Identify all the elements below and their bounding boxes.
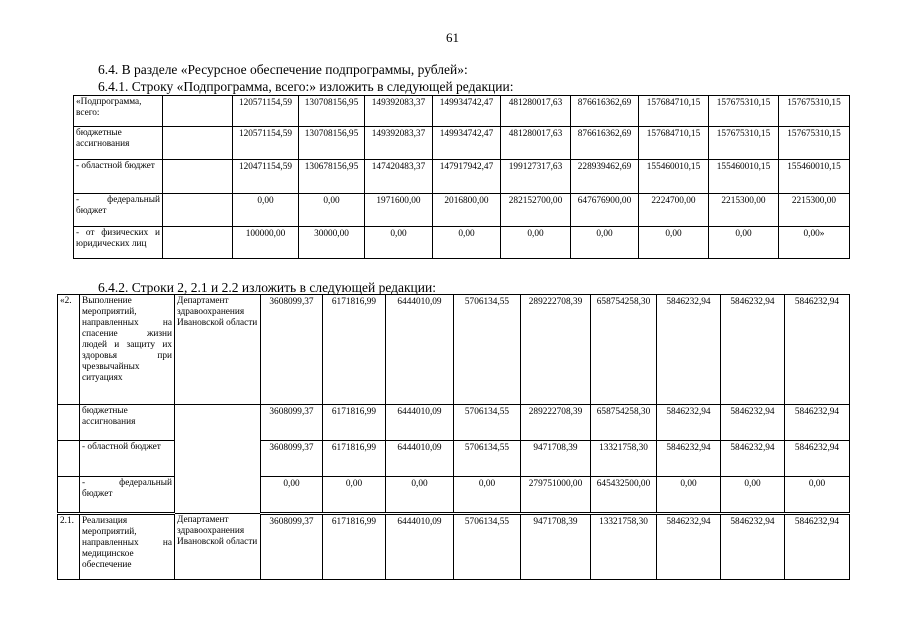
table-row [58,514,850,580]
value-cell: 0,00 [233,194,299,227]
row-blank-cell [163,160,233,194]
value-cell: 0,00 [571,227,639,259]
value-cell: 5846232,94 [721,295,785,405]
row-number [58,405,80,441]
value-cell: 5846232,94 [721,405,785,441]
row-label: бюджетные ассигнования [74,127,163,160]
value-cell: 228939462,69 [571,160,639,194]
value-cell: 645432500,00 [591,477,657,514]
value-cell: 130708156,95 [299,127,365,160]
value-cell: 149934742,47 [433,127,501,160]
value-cell: 120571154,59 [233,127,299,160]
value-cell: 0,00 [433,227,501,259]
executor-cell: Департамент здравоохранения Ивановской области [175,295,261,405]
value-cell: 0,00 [261,477,323,514]
value-cell: 3608099,37 [261,405,323,441]
value-cell: 157675310,15 [779,127,850,160]
value-cell: 147917942,47 [433,160,501,194]
row-label: - областной бюджет [74,160,163,194]
value-cell: 5846232,94 [657,405,721,441]
value-cell: 155460010,15 [779,160,850,194]
value-cell: 155460010,15 [709,160,779,194]
value-cell: 3608099,37 [261,295,323,405]
value-cell: 3608099,37 [261,441,323,477]
row-blank-cell [163,227,233,259]
value-cell: 6171816,99 [323,441,386,477]
value-cell: 5846232,94 [721,514,785,580]
value-cell: 157675310,15 [709,96,779,127]
value-cell: 157684710,15 [639,96,709,127]
value-cell: 13321758,30 [591,441,657,477]
row-number [58,441,80,477]
value-cell: 100000,00 [233,227,299,259]
row-label: «Подпрограмма, всего: [74,96,163,127]
value-cell: 5706134,55 [454,405,521,441]
value-cell: 2224700,00 [639,194,709,227]
section-heading: 6.4. В разделе «Ресурсное обеспечение подпрограммы, рублей»: [98,62,468,77]
value-cell: 5846232,94 [785,405,850,441]
executor-cell [175,405,261,514]
row-label: - от физических и юридических лиц [74,227,163,259]
value-cell: 2016800,00 [433,194,501,227]
table-row [74,96,850,127]
value-cell: 658754258,30 [591,405,657,441]
row-label: - федеральный бюджет [74,194,163,227]
table-row [74,160,850,194]
row-label: бюджетные ассигнования [80,405,175,441]
row-blank-cell [163,96,233,127]
subprogram-total-table [73,95,850,259]
value-cell: 6444010,09 [386,514,454,580]
table-row [58,405,850,441]
value-cell: 289222708,39 [521,405,591,441]
value-cell: 5846232,94 [785,441,850,477]
row-number: «2. [58,295,80,405]
value-cell: 157675310,15 [779,96,850,127]
value-cell: 30000,00 [299,227,365,259]
value-cell: 279751000,00 [521,477,591,514]
value-cell: 157684710,15 [639,127,709,160]
row-label: Выполнение мероприятий, направленных на спасение жизни людей и защиту их здоровья при чрезвычайных ситуациях [80,295,175,405]
row-blank-cell [163,194,233,227]
value-cell: 5706134,55 [454,295,521,405]
value-cell: 199127317,63 [501,160,571,194]
row-number [58,477,80,514]
value-cell: 2215300,00 [779,194,850,227]
value-cell: 0,00 [323,477,386,514]
value-cell: 147420483,37 [365,160,433,194]
value-cell: 481280017,63 [501,127,571,160]
value-cell: 6444010,09 [386,405,454,441]
value-cell: 5706134,55 [454,514,521,580]
value-cell: 120471154,59 [233,160,299,194]
value-cell: 5706134,55 [454,441,521,477]
rows-2-table [57,294,850,580]
value-cell: 149934742,47 [433,96,501,127]
value-cell: 9471708,39 [521,514,591,580]
row-blank-cell [163,127,233,160]
value-cell: 130678156,95 [299,160,365,194]
row-label: - областной бюджет [80,441,175,477]
value-cell: 0,00 [721,477,785,514]
value-cell: 0,00 [639,227,709,259]
table-row [74,194,850,227]
page-number: 61 [446,30,459,45]
value-cell: 130708156,95 [299,96,365,127]
value-cell: 3608099,37 [261,514,323,580]
value-cell: 6171816,99 [323,295,386,405]
value-cell: 9471708,39 [521,441,591,477]
value-cell: 282152700,00 [501,194,571,227]
value-cell: 149392083,37 [365,96,433,127]
table-row [74,127,850,160]
value-cell: 0,00 [365,227,433,259]
table-row [74,227,850,259]
value-cell: 157675310,15 [709,127,779,160]
value-cell: 13321758,30 [591,514,657,580]
value-cell: 5846232,94 [657,441,721,477]
row-label: - федеральный бюджет [80,477,175,514]
row-number: 2.1. [58,514,80,580]
value-cell: 155460010,15 [639,160,709,194]
value-cell: 149392083,37 [365,127,433,160]
value-cell: 658754258,30 [591,295,657,405]
value-cell: 876616362,69 [571,96,639,127]
value-cell: 120571154,59 [233,96,299,127]
value-cell: 0,00» [779,227,850,259]
value-cell: 0,00 [657,477,721,514]
table-row [58,295,850,405]
value-cell: 5846232,94 [785,514,850,580]
value-cell: 647676900,00 [571,194,639,227]
value-cell: 0,00 [386,477,454,514]
value-cell: 0,00 [785,477,850,514]
row-label: Реализация мероприятий, направленных на медицинское обеспечение [80,514,175,580]
value-cell: 1971600,00 [365,194,433,227]
value-cell: 0,00 [501,227,571,259]
subsection-heading-642: 6.4.2. Строки 2, 2.1 и 2.2 изложить в следующей редакции: [98,280,436,295]
value-cell: 2215300,00 [709,194,779,227]
value-cell: 481280017,63 [501,96,571,127]
value-cell: 6444010,09 [386,441,454,477]
value-cell: 5846232,94 [785,295,850,405]
value-cell: 876616362,69 [571,127,639,160]
value-cell: 5846232,94 [657,295,721,405]
value-cell: 5846232,94 [657,514,721,580]
value-cell: 0,00 [299,194,365,227]
value-cell: 5846232,94 [721,441,785,477]
value-cell: 6444010,09 [386,295,454,405]
subsection-heading-641: 6.4.1. Строку «Подпрограмма, всего:» изложить в следующей редакции: [98,79,514,94]
value-cell: 0,00 [709,227,779,259]
executor-cell: Департамент здравоохранения Ивановской области [175,514,261,580]
value-cell: 6171816,99 [323,405,386,441]
value-cell: 0,00 [454,477,521,514]
value-cell: 6171816,99 [323,514,386,580]
value-cell: 289222708,39 [521,295,591,405]
